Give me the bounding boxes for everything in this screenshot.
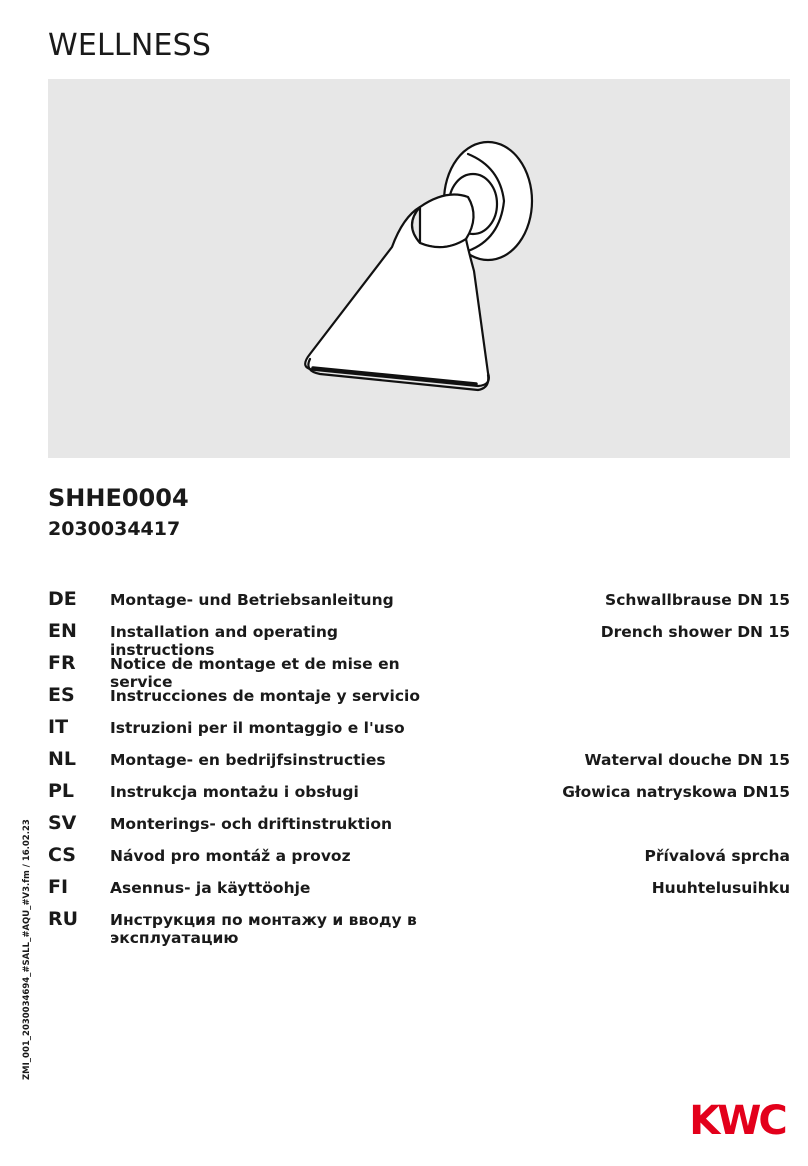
language-instruction-title: Instrukcja montażu i obsługi — [110, 783, 359, 801]
language-code: PL — [48, 780, 75, 802]
language-code: EN — [48, 620, 77, 642]
language-list — [48, 588, 790, 956]
language-row-sv — [48, 812, 790, 844]
language-code: SV — [48, 812, 77, 834]
kwc-logo-mark — [684, 1094, 790, 1140]
language-instruction-title: Asennus- ja käyttöohje — [110, 879, 311, 897]
drench-shower-illustration — [48, 79, 790, 458]
language-row-ru — [48, 908, 790, 956]
language-code: CS — [48, 844, 76, 866]
language-product-name: Waterval douche DN 15 — [584, 751, 790, 769]
language-product-name: Huuhtelusuihku — [651, 879, 790, 897]
language-instruction-title: Návod pro montáž a provoz — [110, 847, 351, 865]
language-row-nl — [48, 748, 790, 780]
language-code: DE — [48, 588, 77, 610]
language-code: IT — [48, 716, 69, 738]
category-title: WELLNESS — [48, 28, 212, 63]
language-code: FR — [48, 652, 76, 674]
language-product-name: Přívalová sprcha — [644, 847, 790, 865]
language-row-en — [48, 620, 790, 659]
language-code: FI — [48, 876, 69, 898]
language-row-fr — [48, 652, 790, 691]
svg-text:KWC: KWC — [689, 1098, 785, 1140]
language-instruction-title: Monterings- och driftinstruktion — [110, 815, 393, 833]
language-row-pl — [48, 780, 790, 812]
language-code: RU — [48, 908, 79, 930]
language-row-cs — [48, 844, 790, 876]
language-row-es — [48, 684, 790, 716]
language-row-it — [48, 716, 790, 748]
language-instruction-title: Instrucciones de montaje y servicio — [110, 687, 420, 705]
kwc-logo — [684, 1094, 790, 1140]
language-code: NL — [48, 748, 77, 770]
language-product-name: Głowica natryskowa DN15 — [562, 783, 790, 801]
article-number: 2030034417 — [48, 518, 181, 540]
product-image — [48, 79, 790, 458]
document-id: ZMI_001_2030034694_#SALL_#AQU_#V3.fm / 16.02.23 — [22, 819, 32, 1080]
language-product-name: Drench shower DN 15 — [600, 623, 790, 641]
language-instruction-title: Montage- und Betriebsanleitung — [110, 591, 394, 609]
language-product-name: Schwallbrause DN 15 — [605, 591, 790, 609]
model-number: SHHE0004 — [48, 484, 189, 512]
language-row-de — [48, 588, 790, 620]
language-row-fi — [48, 876, 790, 908]
language-instruction-title: Installation and operating instructions — [110, 623, 338, 659]
language-code: ES — [48, 684, 75, 706]
language-instruction-title: Notice de montage et de mise en service — [110, 655, 400, 691]
language-instruction-title: Инструкция по монтажу и вводу в эксплуатацию — [110, 911, 417, 947]
language-instruction-title: Istruzioni per il montaggio e l'uso — [110, 719, 405, 737]
language-instruction-title: Montage- en bedrijfsinstructies — [110, 751, 386, 769]
